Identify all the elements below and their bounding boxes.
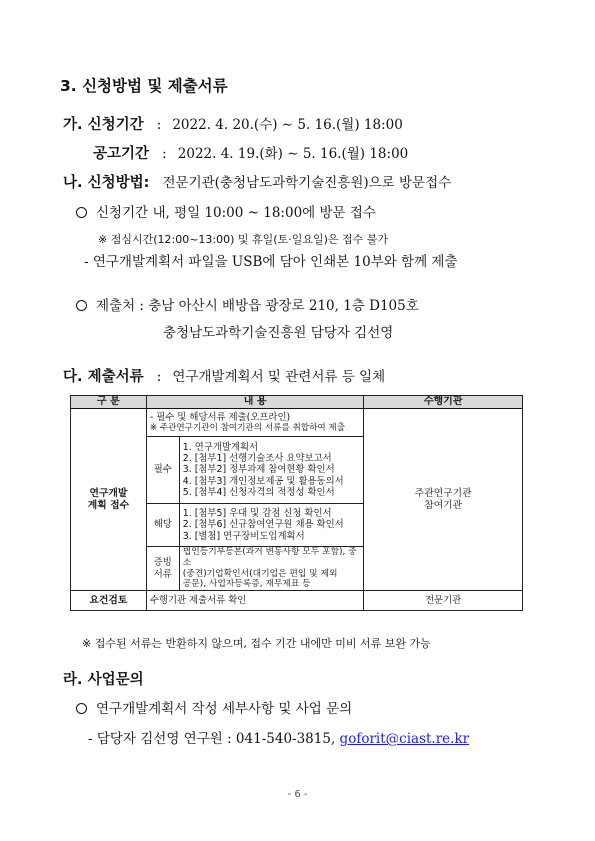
contact-prefix: - 담당자 김선영 연구원 : 041-540-3815,: [88, 731, 340, 747]
list-item: 공문), 사업자등록증, 재무제표 등: [182, 579, 311, 590]
intro-line: ※ 주관연구기관이 참여기관의 서류를 취합하여 제출: [149, 423, 346, 434]
page-number: - 6 -: [287, 789, 308, 800]
list-item: 1. [첨부5] 우대 및 감점 신청 확인서: [182, 507, 332, 519]
table-row: [71, 591, 523, 611]
submission-documents-colon: :: [156, 369, 162, 385]
table-row: [71, 409, 523, 437]
announcement-period-value: 2022. 4. 19.(화) ∼ 5. 16.(월) 18:00: [177, 146, 409, 162]
email-link[interactable]: goforit@ciast.re.kr: [339, 731, 470, 747]
list-item: 4. [첨부3] 개인정보제공 및 활용동의서: [182, 475, 344, 487]
row-group-label: 연구개발 계획 접수: [71, 409, 147, 591]
application-method-row: [63, 171, 451, 192]
list-item: 5. [첨부4] 신청자격의 적정성 확인서: [182, 487, 335, 499]
intro-line: - 필수 및 해당서류 제출(오프라인): [149, 411, 291, 423]
submission-documents-label: 다. 제출서류: [63, 369, 144, 385]
table-footnote: ※ 접수된 서류는 반환하지 않으며, 접수 기간 내에만 미비 서류 보완 가능: [82, 637, 431, 650]
application-method-value: 전문기관(충청남도과학기술진흥원)으로 방문접수: [162, 175, 452, 191]
list-item: 1. 연구개발계획서: [182, 441, 259, 453]
application-method-label: 나. 신청방법:: [63, 175, 150, 191]
contact-line: [88, 727, 469, 747]
required-items-cell: [179, 437, 364, 504]
submission-contact: 충청남도과학기술진흥원 담당자 김선영: [163, 325, 394, 341]
organization-cell: 주관연구기관 참여기관: [364, 409, 523, 591]
announcement-period-colon: :: [162, 146, 167, 162]
submission-documents-table: [70, 395, 523, 611]
announcement-period-row: [93, 142, 408, 163]
list-item: 법인등기부등본(과거 변동사항 모두 포함), 중소: [182, 547, 357, 568]
review-value: 수행기관 제출서류 확인: [146, 591, 364, 611]
proof-label: 증빙 서류: [146, 547, 179, 591]
application-period-colon: :: [156, 117, 162, 133]
header-organization: 수행기관: [364, 396, 523, 409]
list-item: 2. [첨부1] 선행기술조사 요약보고서: [182, 452, 332, 464]
submission-place: [76, 294, 419, 314]
lunch-note: ※ 점심시간(12:00~13:00) 및 휴일(토·일요일)은 접수 불가: [98, 233, 388, 246]
announcement-period-label: 공고기간: [93, 146, 150, 162]
circle-bullet-icon: [76, 300, 87, 311]
header-category: 구 분: [71, 396, 147, 409]
circle-bullet-icon: [76, 207, 87, 218]
table-header-row: [71, 396, 523, 409]
applicable-items-cell: [179, 504, 364, 547]
required-label: 필수: [146, 437, 179, 504]
submission-documents-row: [63, 365, 385, 386]
application-period-label: 가. 신청기간: [63, 117, 144, 133]
inquiry-bullet: [76, 697, 352, 717]
application-bullet-1-text: 신청기간 내, 평일 10:00 ~ 18:00에 방문 접수: [96, 205, 376, 221]
application-bullet-1: [76, 201, 376, 221]
list-item: 3. [별첨] 연구장비도입계획서: [182, 530, 305, 542]
review-label: 요건검토: [71, 591, 147, 611]
application-period-value: 2022. 4. 20.(수) ∼ 5. 16.(월) 18:00: [172, 117, 403, 133]
circle-bullet-icon: [76, 703, 87, 714]
inquiry-bullet-text: 연구개발계획서 작성 세부사항 및 사업 문의: [96, 701, 353, 717]
review-organization: 전문기관: [364, 591, 523, 611]
list-item: 2. [첨부6] 신규참여연구원 채용 확인서: [182, 519, 344, 531]
applicable-label: 해당: [146, 504, 179, 547]
proof-items-cell: [179, 547, 364, 591]
intro-cell: [146, 409, 364, 437]
list-item: 3. [첨부2] 정부과제 참여현황 확인서: [182, 464, 335, 476]
inquiry-label: 라. 사업문의: [63, 672, 144, 688]
usb-submission-note: - 연구개발계획서 파일을 USB에 담아 인쇄본 10부와 함께 제출: [84, 254, 458, 270]
list-item: (중견)기업확인서(대기업은 편입 및 제외: [182, 568, 338, 579]
header-content: 내 용: [146, 396, 364, 409]
section-title: 3. 신청방법 및 제출서류: [60, 77, 228, 95]
submission-documents-value: 연구개발계획서 및 관련서류 등 일체: [172, 369, 386, 385]
application-period-row: [63, 113, 403, 134]
submission-place-text: 제출처 : 충남 아산시 배방읍 광장로 210, 1층 D105호: [96, 298, 419, 314]
